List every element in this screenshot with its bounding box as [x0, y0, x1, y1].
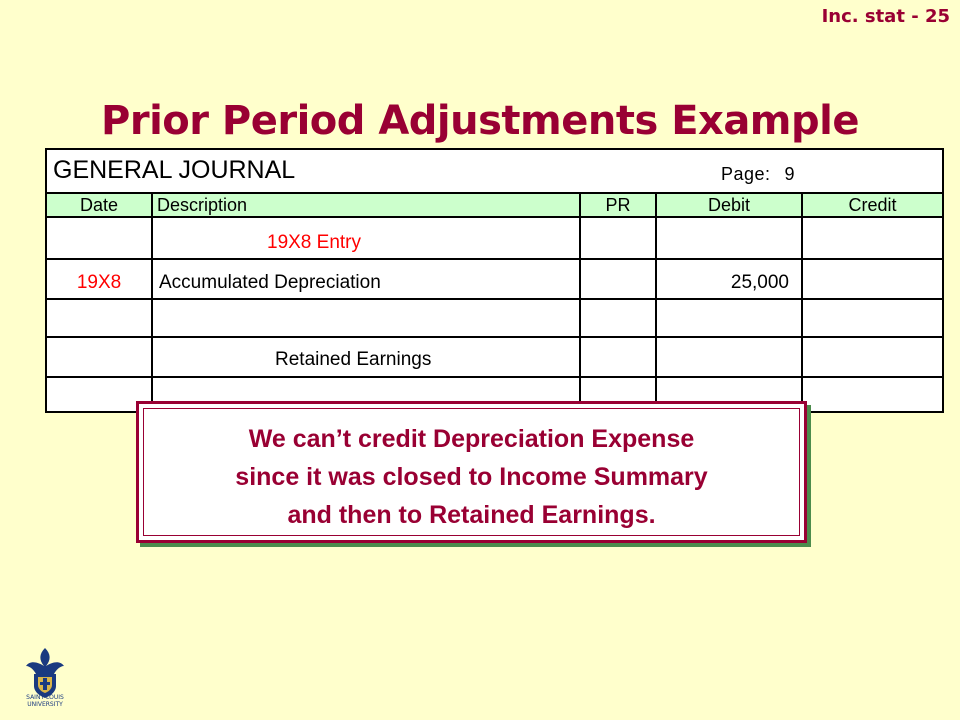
logo-caption-line: UNIVERSITY — [27, 701, 63, 708]
column-divider — [579, 192, 581, 411]
entry-description: Accumulated Depreciation — [159, 272, 381, 293]
column-divider — [655, 192, 657, 411]
column-header-description: Description — [157, 195, 248, 215]
entry-description: Retained Earnings — [275, 349, 432, 370]
column-header-debit: Debit — [707, 195, 751, 215]
explanation-callout — [136, 401, 807, 543]
callout-line: since it was closed to Income Summary — [235, 463, 708, 491]
row-divider — [47, 376, 942, 378]
callout-text — [139, 420, 804, 534]
column-header-date: Date — [79, 195, 119, 215]
row-divider — [47, 258, 942, 260]
row-divider — [47, 298, 942, 300]
column-header-pr: PR — [605, 195, 631, 215]
journal-title: GENERAL JOURNAL — [53, 156, 296, 184]
column-header-credit: Credit — [848, 195, 897, 215]
page-number: 9 — [784, 164, 796, 184]
general-journal — [45, 148, 944, 413]
logo-caption-line: SAINT LOUIS — [26, 694, 64, 701]
slide-title: Prior Period Adjustments Example — [101, 98, 859, 144]
entry-date: 19X8 — [76, 272, 122, 293]
row-divider — [47, 336, 942, 338]
slide-number: Inc. stat - 25 — [821, 6, 950, 27]
journal-page — [721, 164, 795, 185]
journal-header — [47, 150, 942, 192]
column-divider — [801, 192, 803, 411]
logo-caption — [14, 694, 76, 708]
entry-debit: 25,000 — [730, 272, 789, 293]
column-header-row — [47, 192, 942, 218]
callout-line: We can’t credit Depreciation Expense — [248, 425, 695, 453]
entry-description: 19X8 Entry — [267, 232, 361, 253]
column-divider — [151, 192, 153, 411]
page-label: Page: — [721, 164, 771, 184]
callout-line: and then to Retained Earnings. — [287, 501, 656, 529]
